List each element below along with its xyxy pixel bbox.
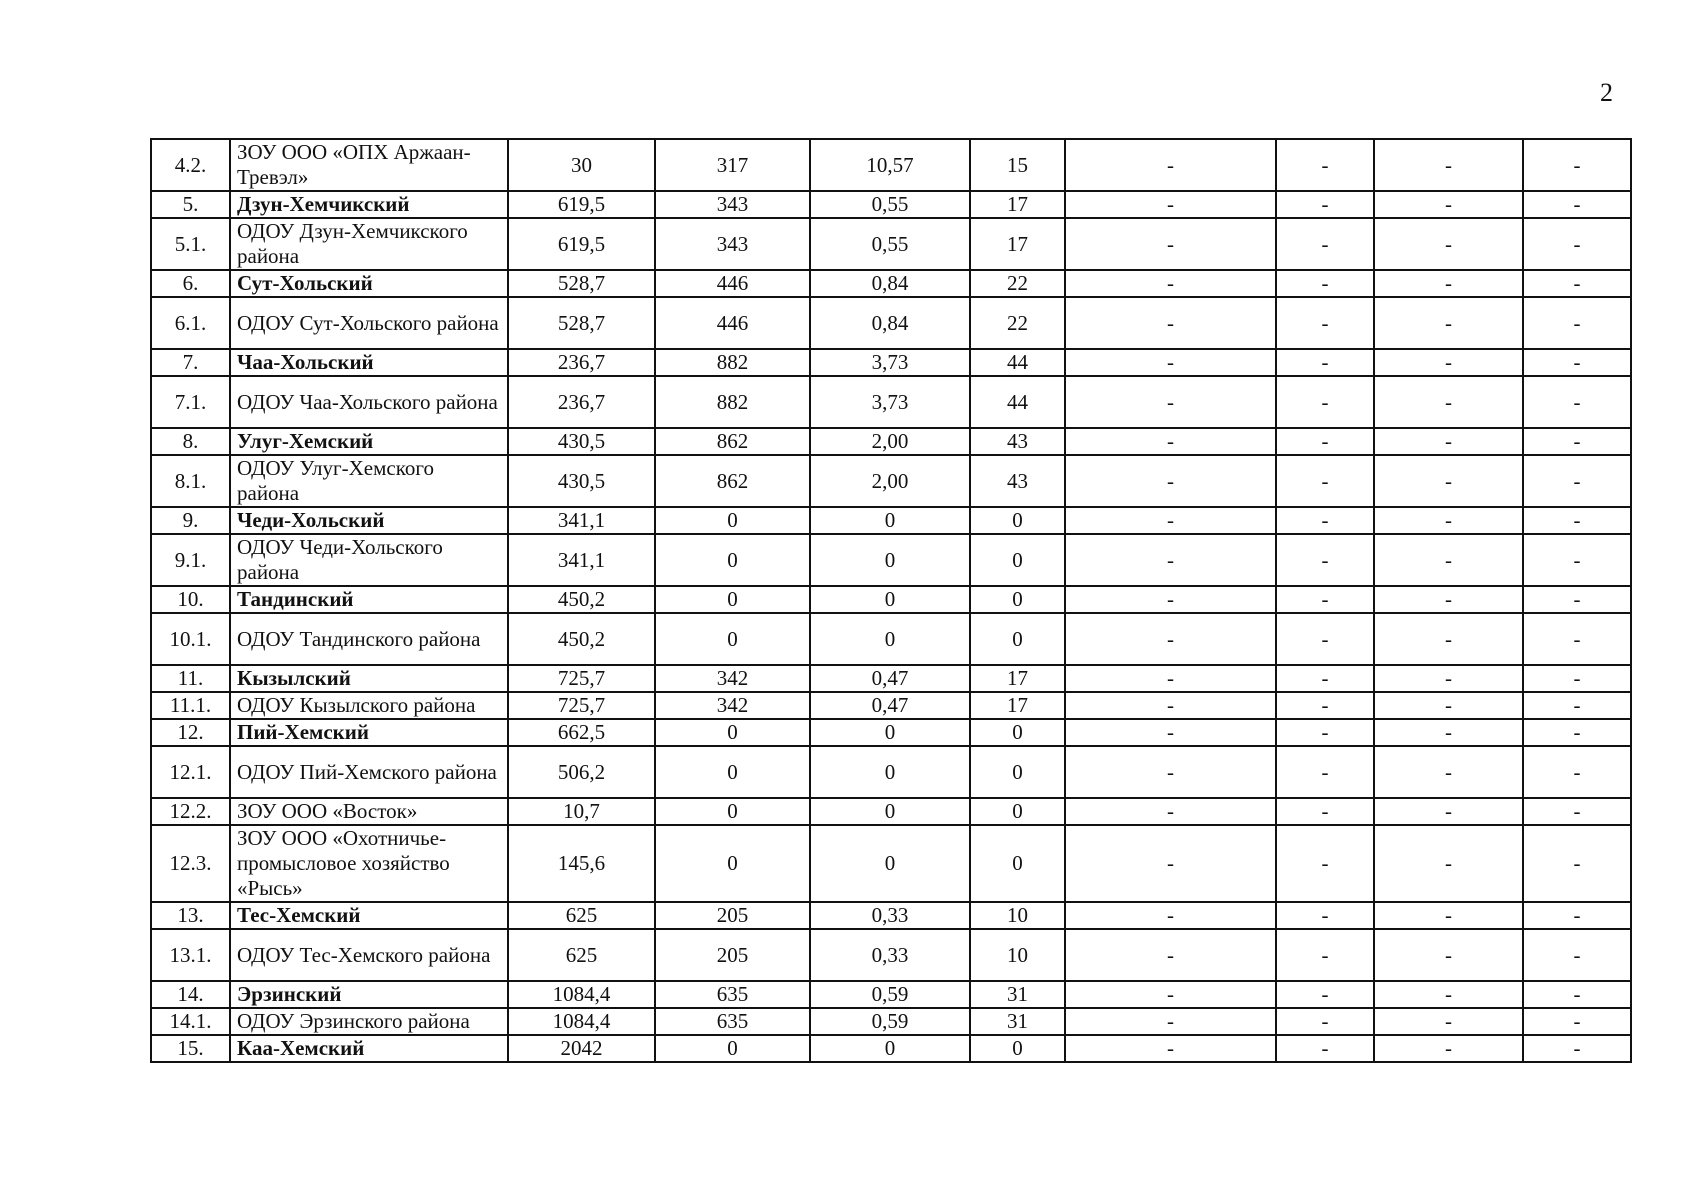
dash-cell: -	[1374, 1008, 1523, 1035]
dash-cell: -	[1276, 270, 1374, 297]
area-cell: 619,5	[508, 191, 655, 218]
dash-cell: -	[1276, 825, 1374, 902]
density-cell: 0,84	[810, 270, 970, 297]
dash-cell: -	[1523, 825, 1631, 902]
quota-cell: 17	[970, 692, 1065, 719]
density-cell: 2,00	[810, 428, 970, 455]
row-number-cell: 6.	[151, 270, 230, 297]
quota-cell: 0	[970, 507, 1065, 534]
subunit-row	[151, 1008, 1631, 1035]
dash-cell: -	[1065, 428, 1276, 455]
area-cell: 341,1	[508, 507, 655, 534]
dash-cell: -	[1065, 719, 1276, 746]
count-cell: 882	[655, 349, 810, 376]
dash-cell: -	[1276, 613, 1374, 665]
quota-cell: 0	[970, 534, 1065, 586]
dash-cell: -	[1374, 692, 1523, 719]
quota-cell: 17	[970, 218, 1065, 270]
area-cell: 450,2	[508, 586, 655, 613]
density-cell: 0	[810, 534, 970, 586]
dash-cell: -	[1374, 981, 1523, 1008]
dash-cell: -	[1065, 929, 1276, 981]
district-row	[151, 349, 1631, 376]
count-cell: 635	[655, 1008, 810, 1035]
table-body	[151, 139, 1631, 1062]
area-cell: 2042	[508, 1035, 655, 1062]
dash-cell: -	[1276, 455, 1374, 507]
density-cell: 0	[810, 613, 970, 665]
dash-cell: -	[1523, 719, 1631, 746]
count-cell: 317	[655, 139, 810, 191]
dash-cell: -	[1276, 746, 1374, 798]
dash-cell: -	[1374, 719, 1523, 746]
subunit-row	[151, 139, 1631, 191]
dash-cell: -	[1374, 191, 1523, 218]
dash-cell: -	[1065, 297, 1276, 349]
area-cell: 430,5	[508, 455, 655, 507]
quota-cell: 44	[970, 376, 1065, 428]
dash-cell: -	[1276, 902, 1374, 929]
dash-cell: -	[1374, 218, 1523, 270]
territory-name-cell: Тес-Хемский	[230, 902, 508, 929]
density-cell: 0,33	[810, 902, 970, 929]
dash-cell: -	[1276, 586, 1374, 613]
dash-cell: -	[1374, 902, 1523, 929]
density-cell: 0	[810, 1035, 970, 1062]
district-row	[151, 270, 1631, 297]
density-cell: 3,73	[810, 376, 970, 428]
subunit-row	[151, 297, 1631, 349]
dash-cell: -	[1374, 586, 1523, 613]
district-row	[151, 665, 1631, 692]
area-cell: 662,5	[508, 719, 655, 746]
density-cell: 0	[810, 798, 970, 825]
density-cell: 0,59	[810, 981, 970, 1008]
area-cell: 506,2	[508, 746, 655, 798]
count-cell: 635	[655, 981, 810, 1008]
dash-cell: -	[1065, 692, 1276, 719]
density-cell: 0	[810, 719, 970, 746]
dash-cell: -	[1065, 349, 1276, 376]
quota-cell: 31	[970, 1008, 1065, 1035]
row-number-cell: 12.3.	[151, 825, 230, 902]
row-number-cell: 12.1.	[151, 746, 230, 798]
dash-cell: -	[1374, 929, 1523, 981]
subunit-row	[151, 929, 1631, 981]
quota-cell: 0	[970, 613, 1065, 665]
dash-cell: -	[1065, 270, 1276, 297]
dash-cell: -	[1374, 455, 1523, 507]
subunit-row	[151, 692, 1631, 719]
quota-cell: 0	[970, 719, 1065, 746]
count-cell: 0	[655, 719, 810, 746]
count-cell: 343	[655, 218, 810, 270]
dash-cell: -	[1374, 507, 1523, 534]
dash-cell: -	[1276, 719, 1374, 746]
dash-cell: -	[1523, 139, 1631, 191]
row-number-cell: 5.1.	[151, 218, 230, 270]
district-row	[151, 428, 1631, 455]
dash-cell: -	[1065, 798, 1276, 825]
row-number-cell: 7.1.	[151, 376, 230, 428]
dash-cell: -	[1065, 981, 1276, 1008]
area-cell: 450,2	[508, 613, 655, 665]
dash-cell: -	[1523, 746, 1631, 798]
row-number-cell: 13.1.	[151, 929, 230, 981]
density-cell: 10,57	[810, 139, 970, 191]
dash-cell: -	[1523, 692, 1631, 719]
row-number-cell: 13.	[151, 902, 230, 929]
row-number-cell: 4.2.	[151, 139, 230, 191]
territory-name-cell: ОДОУ Сут-Хольского района	[230, 297, 508, 349]
territory-name-cell: ОДОУ Дзун-Хемчикского района	[230, 218, 508, 270]
dash-cell: -	[1276, 534, 1374, 586]
dash-cell: -	[1065, 1035, 1276, 1062]
territory-name-cell: Улуг-Хемский	[230, 428, 508, 455]
dash-cell: -	[1276, 1008, 1374, 1035]
district-row	[151, 902, 1631, 929]
row-number-cell: 12.	[151, 719, 230, 746]
subunit-row	[151, 798, 1631, 825]
dash-cell: -	[1374, 270, 1523, 297]
area-cell: 619,5	[508, 218, 655, 270]
dash-cell: -	[1374, 534, 1523, 586]
dash-cell: -	[1065, 902, 1276, 929]
district-row	[151, 507, 1631, 534]
quota-cell: 0	[970, 1035, 1065, 1062]
count-cell: 342	[655, 665, 810, 692]
density-cell: 0	[810, 746, 970, 798]
density-cell: 0,59	[810, 1008, 970, 1035]
row-number-cell: 15.	[151, 1035, 230, 1062]
dash-cell: -	[1065, 665, 1276, 692]
density-cell: 0,55	[810, 191, 970, 218]
area-cell: 725,7	[508, 665, 655, 692]
dash-cell: -	[1276, 218, 1374, 270]
dash-cell: -	[1523, 507, 1631, 534]
dash-cell: -	[1276, 507, 1374, 534]
territory-name-cell: ОДОУ Тес-Хемского района	[230, 929, 508, 981]
row-number-cell: 14.	[151, 981, 230, 1008]
row-number-cell: 9.	[151, 507, 230, 534]
territory-name-cell: Чаа-Хольский	[230, 349, 508, 376]
dash-cell: -	[1523, 1035, 1631, 1062]
dash-cell: -	[1276, 798, 1374, 825]
area-cell: 625	[508, 902, 655, 929]
dash-cell: -	[1065, 507, 1276, 534]
territory-name-cell: ОДОУ Тандинского района	[230, 613, 508, 665]
quota-cell: 0	[970, 586, 1065, 613]
dash-cell: -	[1065, 376, 1276, 428]
dash-cell: -	[1276, 929, 1374, 981]
density-cell: 0,84	[810, 297, 970, 349]
area-cell: 341,1	[508, 534, 655, 586]
district-row	[151, 1035, 1631, 1062]
dash-cell: -	[1523, 218, 1631, 270]
dash-cell: -	[1523, 297, 1631, 349]
area-cell: 236,7	[508, 376, 655, 428]
dash-cell: -	[1065, 139, 1276, 191]
dash-cell: -	[1374, 746, 1523, 798]
subunit-row	[151, 613, 1631, 665]
dash-cell: -	[1276, 349, 1374, 376]
row-number-cell: 8.	[151, 428, 230, 455]
dash-cell: -	[1276, 376, 1374, 428]
row-number-cell: 11.1.	[151, 692, 230, 719]
dash-cell: -	[1276, 191, 1374, 218]
density-cell: 0,33	[810, 929, 970, 981]
area-cell: 528,7	[508, 270, 655, 297]
subunit-row	[151, 534, 1631, 586]
density-cell: 0	[810, 586, 970, 613]
subunit-row	[151, 455, 1631, 507]
district-row	[151, 719, 1631, 746]
dash-cell: -	[1523, 613, 1631, 665]
territory-name-cell: Тандинский	[230, 586, 508, 613]
count-cell: 862	[655, 455, 810, 507]
area-cell: 236,7	[508, 349, 655, 376]
count-cell: 882	[655, 376, 810, 428]
district-row	[151, 586, 1631, 613]
area-cell: 30	[508, 139, 655, 191]
dash-cell: -	[1276, 981, 1374, 1008]
quota-cell: 43	[970, 428, 1065, 455]
dash-cell: -	[1374, 1035, 1523, 1062]
territory-name-cell: ОДОУ Чаа-Хольского района	[230, 376, 508, 428]
count-cell: 0	[655, 1035, 810, 1062]
count-cell: 343	[655, 191, 810, 218]
dash-cell: -	[1374, 139, 1523, 191]
area-cell: 528,7	[508, 297, 655, 349]
area-cell: 1084,4	[508, 981, 655, 1008]
dash-cell: -	[1523, 376, 1631, 428]
dash-cell: -	[1523, 1008, 1631, 1035]
row-number-cell: 12.2.	[151, 798, 230, 825]
density-cell: 0	[810, 825, 970, 902]
dash-cell: -	[1374, 349, 1523, 376]
page-number: 2	[1600, 78, 1613, 107]
row-number-cell: 6.1.	[151, 297, 230, 349]
dash-cell: -	[1276, 1035, 1374, 1062]
dash-cell: -	[1276, 428, 1374, 455]
quota-cell: 44	[970, 349, 1065, 376]
dash-cell: -	[1523, 929, 1631, 981]
dash-cell: -	[1276, 297, 1374, 349]
dash-cell: -	[1374, 376, 1523, 428]
count-cell: 0	[655, 746, 810, 798]
dash-cell: -	[1523, 455, 1631, 507]
dash-cell: -	[1065, 218, 1276, 270]
row-number-cell: 9.1.	[151, 534, 230, 586]
density-cell: 3,73	[810, 349, 970, 376]
area-cell: 430,5	[508, 428, 655, 455]
row-number-cell: 14.1.	[151, 1008, 230, 1035]
dash-cell: -	[1523, 270, 1631, 297]
count-cell: 0	[655, 798, 810, 825]
dash-cell: -	[1523, 981, 1631, 1008]
dash-cell: -	[1065, 1008, 1276, 1035]
territory-name-cell: Эрзинский	[230, 981, 508, 1008]
quota-cell: 10	[970, 929, 1065, 981]
dash-cell: -	[1374, 297, 1523, 349]
count-cell: 862	[655, 428, 810, 455]
density-cell: 2,00	[810, 455, 970, 507]
quota-cell: 31	[970, 981, 1065, 1008]
dash-cell: -	[1523, 428, 1631, 455]
territory-name-cell: ОДОУ Кызылского района	[230, 692, 508, 719]
area-cell: 145,6	[508, 825, 655, 902]
density-cell: 0,47	[810, 692, 970, 719]
dash-cell: -	[1065, 613, 1276, 665]
dash-cell: -	[1065, 191, 1276, 218]
dash-cell: -	[1523, 798, 1631, 825]
dash-cell: -	[1523, 191, 1631, 218]
dash-cell: -	[1523, 665, 1631, 692]
quota-cell: 0	[970, 746, 1065, 798]
territory-name-cell: ОДОУ Пий-Хемского района	[230, 746, 508, 798]
territory-name-cell: Чеди-Хольский	[230, 507, 508, 534]
quota-cell: 22	[970, 297, 1065, 349]
density-cell: 0	[810, 507, 970, 534]
quota-cell: 15	[970, 139, 1065, 191]
area-cell: 725,7	[508, 692, 655, 719]
district-row	[151, 191, 1631, 218]
count-cell: 205	[655, 902, 810, 929]
hunting-grounds-table	[150, 138, 1632, 1063]
count-cell: 0	[655, 507, 810, 534]
territory-name-cell: ОДОУ Улуг-Хемского района	[230, 455, 508, 507]
count-cell: 205	[655, 929, 810, 981]
count-cell: 0	[655, 613, 810, 665]
row-number-cell: 7.	[151, 349, 230, 376]
count-cell: 0	[655, 534, 810, 586]
dash-cell: -	[1276, 139, 1374, 191]
count-cell: 0	[655, 825, 810, 902]
dash-cell: -	[1065, 825, 1276, 902]
density-cell: 0,47	[810, 665, 970, 692]
dash-cell: -	[1065, 586, 1276, 613]
dash-cell: -	[1065, 534, 1276, 586]
row-number-cell: 8.1.	[151, 455, 230, 507]
dash-cell: -	[1374, 428, 1523, 455]
dash-cell: -	[1523, 902, 1631, 929]
territory-name-cell: ОДОУ Эрзинского района	[230, 1008, 508, 1035]
row-number-cell: 5.	[151, 191, 230, 218]
dash-cell: -	[1276, 692, 1374, 719]
dash-cell: -	[1523, 586, 1631, 613]
dash-cell: -	[1523, 349, 1631, 376]
quota-cell: 22	[970, 270, 1065, 297]
territory-name-cell: ЗОУ ООО «ОПХ Аржаан-Тревэл»	[230, 139, 508, 191]
count-cell: 446	[655, 270, 810, 297]
dash-cell: -	[1065, 746, 1276, 798]
territory-name-cell: Дзун-Хемчикский	[230, 191, 508, 218]
row-number-cell: 10.	[151, 586, 230, 613]
territory-name-cell: ЗОУ ООО «Охотничье-промысловое хозяйство «Рысь»	[230, 825, 508, 902]
count-cell: 342	[655, 692, 810, 719]
territory-name-cell: Каа-Хемский	[230, 1035, 508, 1062]
row-number-cell: 10.1.	[151, 613, 230, 665]
territory-name-cell: Кызылский	[230, 665, 508, 692]
dash-cell: -	[1374, 798, 1523, 825]
dash-cell: -	[1276, 665, 1374, 692]
subunit-row	[151, 376, 1631, 428]
dash-cell: -	[1374, 613, 1523, 665]
dash-cell: -	[1374, 825, 1523, 902]
area-cell: 10,7	[508, 798, 655, 825]
count-cell: 0	[655, 586, 810, 613]
quota-cell: 43	[970, 455, 1065, 507]
subunit-row	[151, 218, 1631, 270]
density-cell: 0,55	[810, 218, 970, 270]
territory-name-cell: Сут-Хольский	[230, 270, 508, 297]
area-cell: 625	[508, 929, 655, 981]
quota-cell: 17	[970, 191, 1065, 218]
quota-cell: 10	[970, 902, 1065, 929]
count-cell: 446	[655, 297, 810, 349]
territory-name-cell: ОДОУ Чеди-Хольского района	[230, 534, 508, 586]
area-cell: 1084,4	[508, 1008, 655, 1035]
territory-name-cell: ЗОУ ООО «Восток»	[230, 798, 508, 825]
quota-cell: 0	[970, 798, 1065, 825]
quota-cell: 17	[970, 665, 1065, 692]
row-number-cell: 11.	[151, 665, 230, 692]
dash-cell: -	[1523, 534, 1631, 586]
district-row	[151, 981, 1631, 1008]
subunit-row	[151, 825, 1631, 902]
subunit-row	[151, 746, 1631, 798]
quota-cell: 0	[970, 825, 1065, 902]
dash-cell: -	[1065, 455, 1276, 507]
territory-name-cell: Пий-Хемский	[230, 719, 508, 746]
dash-cell: -	[1374, 665, 1523, 692]
